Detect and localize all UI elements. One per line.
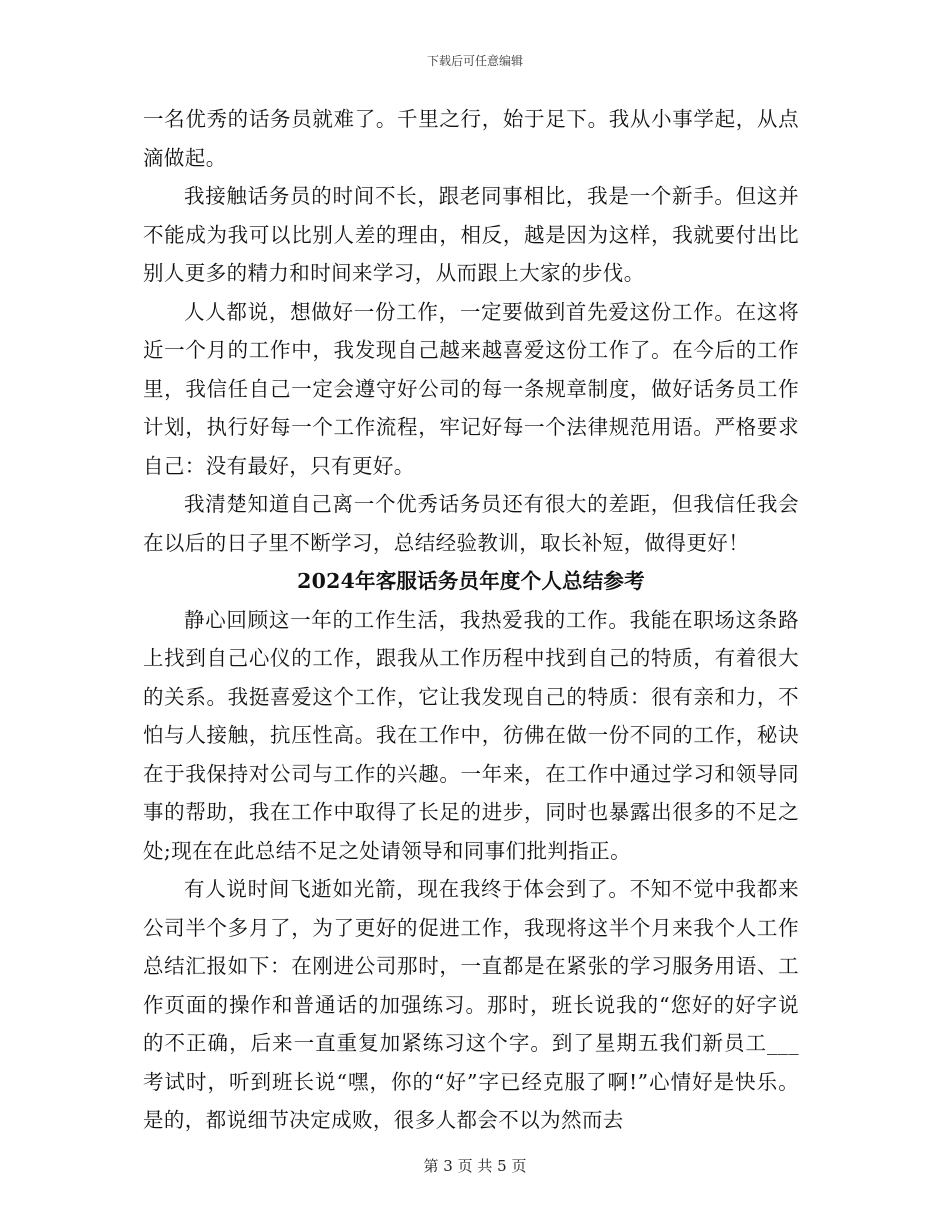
page-header: 下载后可任意编辑 [426, 54, 523, 68]
paragraph-newcomer: 我接触话务员的时间不长，跟老同事相比，我是一个新手。但这并不能成为我可以比别人差的理由，相反，越是因为这样，我就要付出比别人更多的精力和时间来学习，从而跟上大家的步伐。 [143, 184, 799, 285]
paragraph-continuation: 一名优秀的话务员就难了。千里之行，始于足下。我从小事学起，从点滴做起。 [143, 107, 799, 170]
page-footer: 第 3 页 共 5 页 [423, 1157, 527, 1175]
document-body [143, 100, 799, 1140]
paragraph-love-work: 人人都说，想做好一份工作，一定要做到首先爱这份工作。在这将近一个月的工作中，我发现自己越来越喜爱这份工作了。在今后的工作里，我信任自己一定会遵守好公司的每一条规章制度，做好话务员工作计划，执行好每一个工作流程，牢记好每一个法律规范用语。严格要求自己：没有最好，只有更好。 [143, 299, 799, 478]
paragraph-self-improvement: 我清楚知道自己离一个优秀话务员还有很大的差距，但我信任我会在以后的日子里不断学习，总结经验教训，取长补短，做得更好！ [143, 492, 799, 555]
section-title: 2024年客服话务员年度个人总结参考 [297, 569, 645, 593]
paragraph-half-month-summary: 有人说时间飞逝如光箭，现在我终于体会到了。不知不觉中我都来公司半个多月了，为了更好的促进工作，我现将这半个月来我个人工作总结汇报如下：在刚进公司那时，一直都是在紧张的学习服务用语、工作页面的操作和普通话的加强练习。那时，班长说我的“您好的好字说的不正确，后来一直重复加紧练习这个字。到了星期五我们新员工___考试时，听到班长说“嘿，你的“好”字已经克服了啊!”心情好是快乐。是的，都说细节决定成败，很多人都会不以为然而去 [143, 877, 799, 1132]
paragraph-year-review: 静心回顾这一年的工作生活，我热爱我的工作。我能在职场这条路上找到自己心仪的工作，跟我从工作历程中找到自己的特质，有着很大的关系。我挺喜爱这个工作，它让我发现自己的特质：很有亲和力，不怕与人接触，抗压性高。我在工作中，彷佛在做一份不同的工作，秘诀在于我保持对公司与工作的兴趣。一年来，在工作中通过学习和领导同事的帮助，我在工作中取得了长足的进步，同时也暴露出很多的不足之处;现在在此总结不足之处请领导和同事们批判指正。 [143, 607, 799, 863]
